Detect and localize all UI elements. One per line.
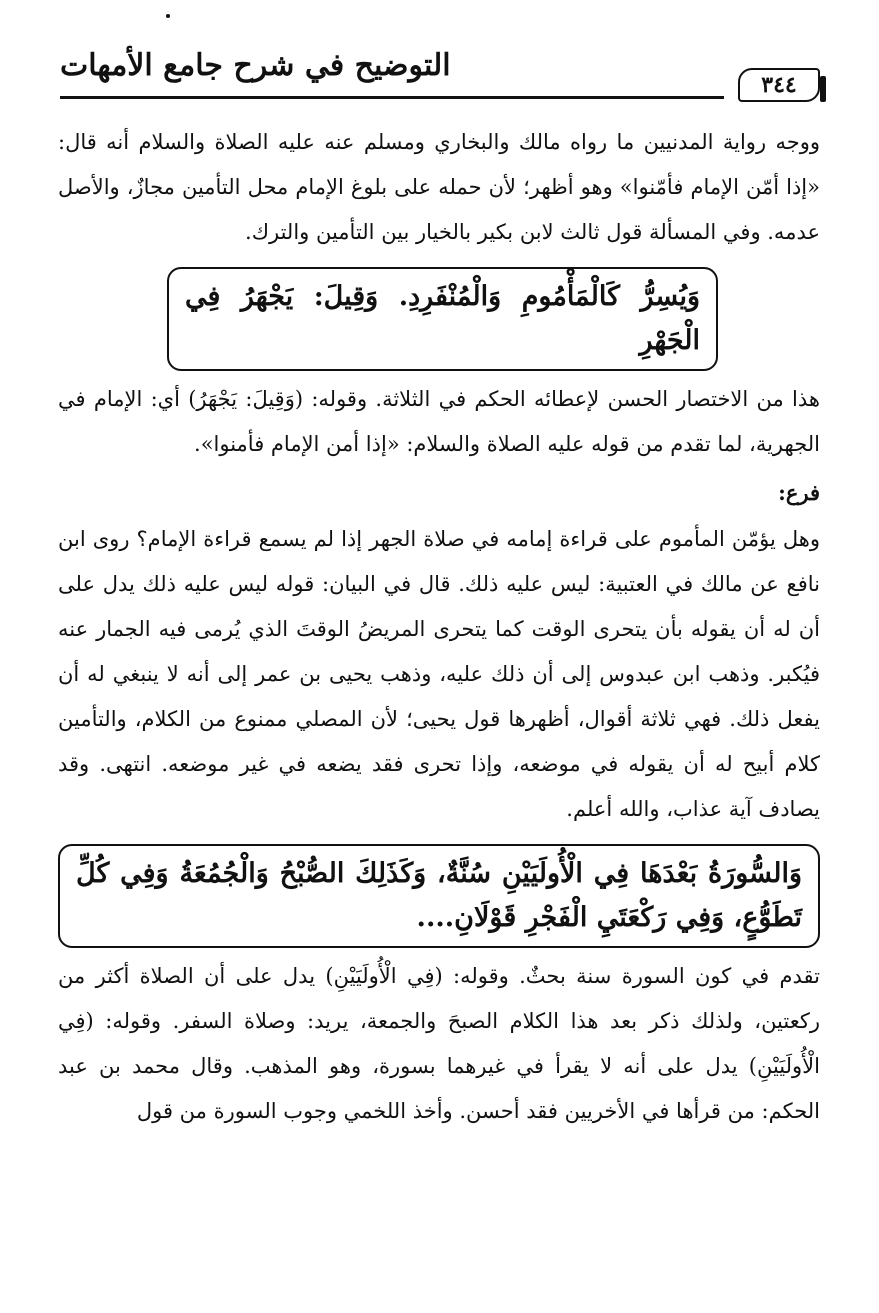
paragraph-1: ووجه رواية المدنيين ما رواه مالك والبخاري ومسلم عنه عليه الصلاة والسلام أنه قال: «إذا أمّن الإمام فأمّنوا» وهو أظهر؛ لأن حمله على بلوغ الإمام محل التأمين مجازٌ، والأصل عدمه. وفي المسألة قول ثالث لابن بكير بالخيار بين التأمين والترك.	[58, 130, 820, 244]
matn-box-1: وَيُسِرُّ كَالْمَأْمُومِ وَالْمُنْفَرِدِ. وَقِيلَ: يَجْهَرُ فِي الْجَهْرِ	[167, 267, 718, 371]
page-header	[60, 44, 820, 104]
matn-box-2: وَالسُّورَةُ بَعْدَهَا فِي الْأُولَيَيْنِ سُنَّةٌ، وَكَذَلِكَ الصُّبْحُ وَالْجُمُعَةُ وَفِي كُلِّ تَطَوُّعٍ، وَفِي رَكْعَتَيِ الْفَجْرِ قَوْلَانِ....	[58, 844, 820, 948]
header-divider	[60, 96, 724, 99]
page-body	[58, 120, 820, 1134]
page-number-box	[738, 68, 820, 102]
paragraph-2: هذا من الاختصار الحسن لإعطائه الحكم في الثلاثة. وقوله: (وَقِيلَ: يَجْهَرُ) أي: الإمام في الجهرية، لما تقدم من قوله عليه الصلاة والسلام: «إذا أمن الإمام فأمنوا».	[58, 387, 820, 456]
paragraph-3: وهل يؤمّن المأموم على قراءة إمامه في صلاة الجهر إذا لم يسمع قراءة الإمام؟ روى ابن نافع عن مالك في العتبية: ليس عليه ذلك. قال في البيان: قوله ليس عليه ذلك يدل على أن له أن يقوله بأن يتحرى الوقت كما يتحرى المريضُ الوقتَ الذي يُرمى فيه الجمار عنه فيُكبر. وذهب ابن عبدوس إلى أن ذلك عليه، وذهب يحيى بن عمر إلى أنه لا ينبغي له أن يفعل ذلك. فهي ثلاثة أقوال، أظهرها قول يحيى؛ لأن المصلي ممنوع من الكلام، والتأمين كلام أبيح له أن يقوله في موضعه، وإذا تحرى فقد يضعه في غير موضعه. انتهى. وقد يصادف آية عذاب، والله أعلم.	[58, 527, 820, 821]
section-heading-fara: فرع:	[778, 480, 820, 505]
ink-dot	[166, 14, 170, 18]
running-title: التوضيح في شرح جامع الأمهات	[60, 48, 451, 83]
paragraph-4: تقدم في كون السورة سنة بحثٌ. وقوله: (فِي الْأُولَيَيْنِ) يدل على أن الصلاة أكثر من ركعتين، ولذلك ذكر بعد هذا الكلام الصبحَ والجمعة، يريد: وصلاة السفر. وقوله: (فِي الْأُولَيَيْنِ) يدل على أنه لا يقرأ في غيرهما بسورة، وهو المذهب. وقال محمد بن عبد الحكم: من قرأها في الأخريين فقد أحسن. وأخذ اللخمي وجوب السورة من قول	[58, 964, 820, 1123]
page-number: ٣٤٤	[761, 72, 797, 98]
